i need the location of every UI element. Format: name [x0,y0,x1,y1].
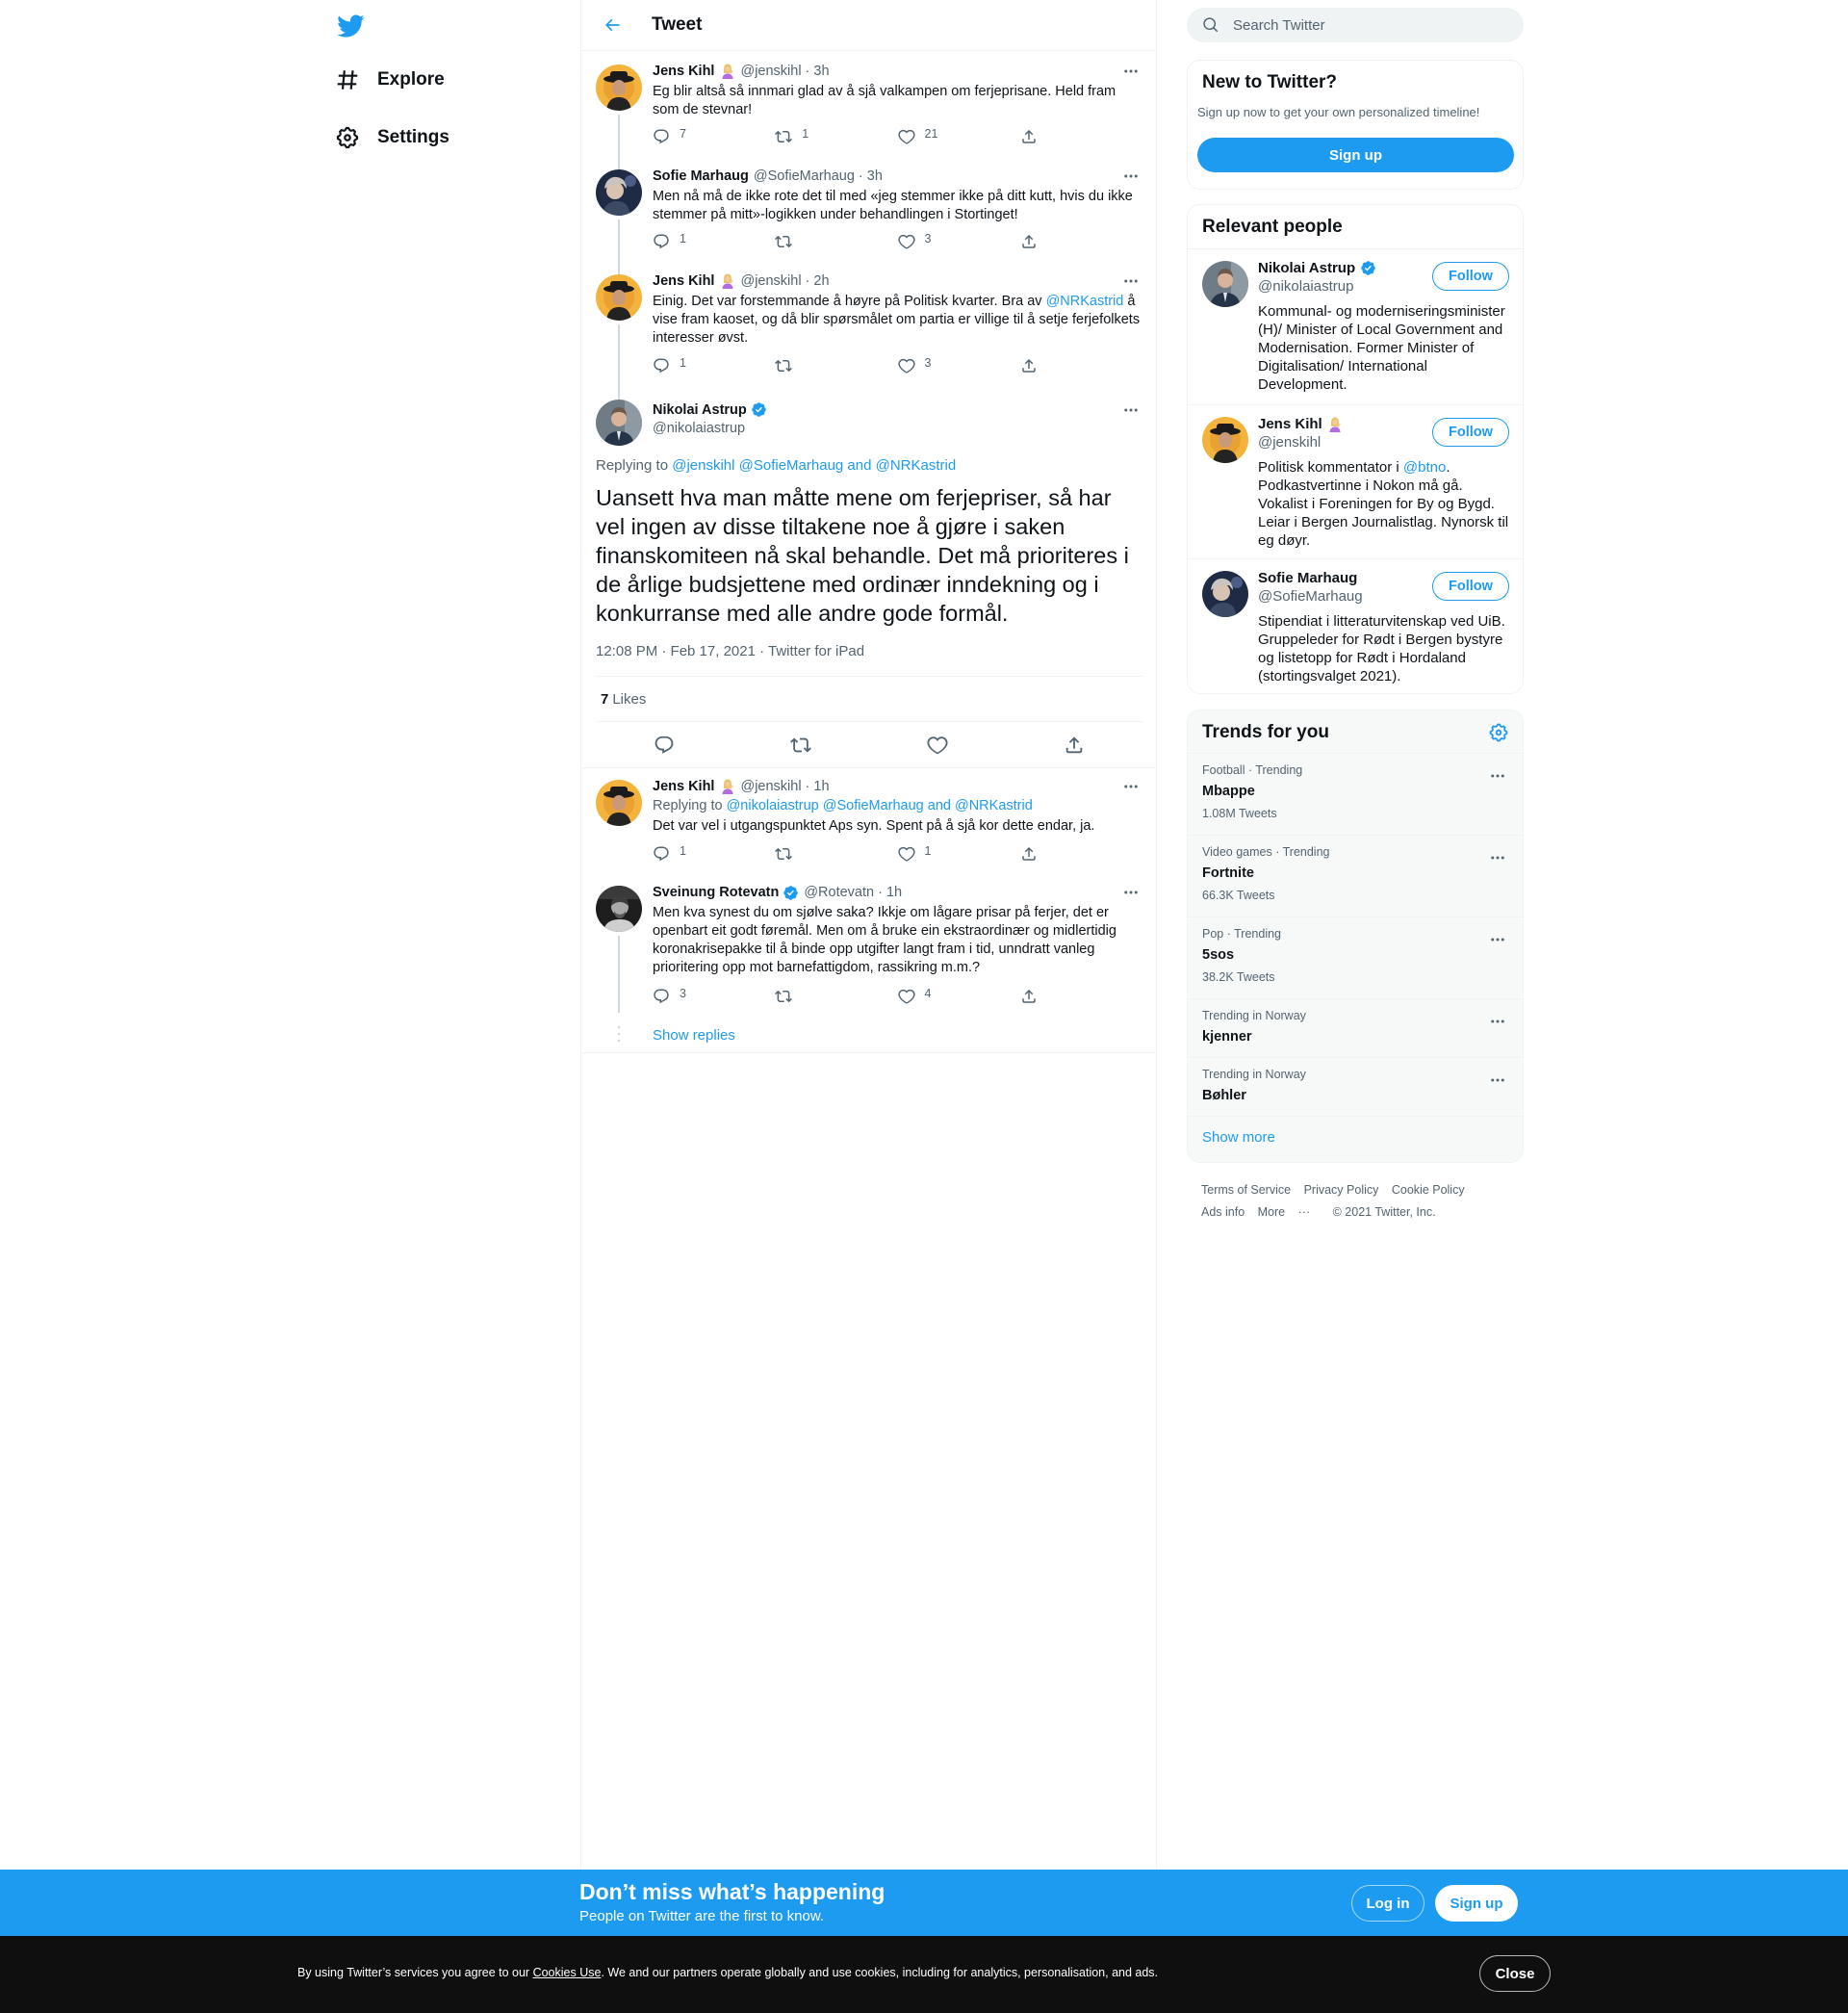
like-button[interactable] [898,357,1020,374]
tweet-actions [653,845,1142,863]
page-title: Tweet [652,14,703,35]
verified-badge-icon [751,401,767,418]
tweet-text: Men nå må de ikke rote det til med «jeg stemmer ikke på ditt kutt, hvis du ikke stemmer på mitt»-logikken under behandlingen i Stortinget! [653,189,1133,222]
mention-link[interactable]: @NRKastrid [1045,294,1124,309]
reply-icon [653,357,670,374]
trend-item[interactable] [1188,835,1523,916]
person-item[interactable] [1188,558,1523,693]
show-replies-link[interactable] [581,1019,1156,1053]
person-name[interactable]: Sofie Marhaug [1258,570,1358,586]
share-icon [1020,988,1038,1005]
search-box[interactable] [1187,8,1524,42]
reply-count: 1 [680,356,686,370]
trend-item[interactable] [1188,916,1523,998]
show-replies-label: Show replies [653,1027,735,1044]
trend-count: 38.2K Tweets [1202,970,1275,984]
trend-count: 66.3K Tweets [1202,889,1275,902]
retweet-icon [775,233,792,250]
author-name[interactable]: Nikolai Astrup [653,401,747,418]
retweet-button[interactable] [775,845,897,863]
trend-meta: Trending in Norway [1202,1068,1306,1081]
promo-title: Don’t miss what’s happening [579,1879,886,1904]
more-options-button[interactable] [1486,1013,1509,1030]
reply-count: 1 [680,844,686,858]
nav-explore-label: Explore [377,69,445,90]
more-options-button[interactable] [1119,884,1142,901]
footer-link-ads[interactable]: Ads info [1201,1205,1245,1219]
back-button[interactable] [596,9,629,41]
like-count: 4 [924,987,932,1000]
reply-button[interactable] [653,845,775,863]
arrow-left-icon [603,15,622,35]
person-handle[interactable]: @SofieMarhaug [1258,588,1363,605]
tweet-time[interactable]: 3h [813,64,830,79]
retweet-count: 1 [802,127,809,141]
author-name[interactable]: Sveinung Rotevatn [653,885,780,900]
reply-button[interactable] [653,357,775,374]
more-options-button[interactable] [1486,931,1509,948]
reply-button[interactable] [653,233,775,250]
emoji-icon [720,273,735,289]
retweet-icon [775,128,792,145]
heart-icon [898,988,915,1005]
share-button[interactable] [1020,357,1142,374]
trend-count: 1.08M Tweets [1202,807,1277,820]
author-handle[interactable]: @Rotevatn [804,885,875,900]
focused-tweet [581,400,1156,768]
retweet-button[interactable] [775,357,897,374]
signup-button[interactable]: Sign up [1197,138,1514,172]
tweet-actions [653,357,1142,374]
heart-icon [898,128,915,145]
more-options-button[interactable] [1486,849,1509,866]
cookie-banner [0,1936,1848,2013]
thread-line [618,219,620,277]
cookie-text: By using Twitter’s services you agree to our Cookies Use. We and our partners operate globally and use cookies, including for analytics, personalisation, and ads. [297,1966,1159,1979]
tweet-meta: 12:08 PM · Feb 17, 2021 · Twitter for iPad [596,643,865,659]
mention-link[interactable]: @btno [1402,459,1447,476]
reply-count: 1 [680,232,686,245]
more-dots-icon [1489,1013,1506,1030]
thread-tweet[interactable]: Sofie Marhaug @SofieMarhaug · 3h Men nå må de ikke rote det til med «jeg stemmer ikke på ditt kutt, hvis du ikke stemmer på mitt»-logikken under behandlingen i Stortinget! 1 3 [581,168,1156,272]
avatar[interactable] [596,274,642,321]
retweet-button[interactable] [775,233,897,250]
promo-subtitle: People on Twitter are the first to know. [579,1908,825,1924]
thread-line [618,936,620,1013]
avatar[interactable] [596,169,642,216]
reply-tweet[interactable]: Sveinung Rotevatn @Rotevatn · 1h Men kva synest du om sjølve saka? Ikkje om lågare prisar på ferjer, det er openbart eit godt føremål. Men om å bruke ein ekstraordinær og midlertidig koronakrisepakke til å binde opp utgifter langt fram i tid, unndratt vanleg prioritering opp mot barnefattigdom, rassikring m.m.? 3 4 [581,884,1156,1019]
person-name[interactable]: Jens Kihl [1258,416,1322,432]
cookies-use-link[interactable]: Cookies Use [532,1966,602,1979]
more-options-button[interactable] [1486,767,1509,785]
author-handle[interactable]: @jenskihl [740,779,802,794]
reply-icon[interactable] [654,735,675,756]
verified-badge-icon [783,885,799,901]
tweet-time[interactable]: 3h [866,168,883,184]
gear-icon[interactable] [1488,722,1509,743]
login-button[interactable]: Log in [1351,1885,1424,1922]
trend-meta: Trending in Norway [1202,1009,1306,1022]
more-options-button[interactable] [1119,168,1142,185]
person-handle[interactable]: @jenskihl [1258,434,1322,451]
more-options-button[interactable] [1486,1071,1509,1089]
focused-tweet-actions [581,722,1156,768]
tweet-time[interactable]: 1h [813,779,830,794]
trend-meta: Video games · Trending [1202,845,1330,859]
author-handle[interactable]: @jenskihl [740,273,802,289]
replying-to-mentions[interactable]: @nikolaiastrup @SofieMarhaug and @NRKastrid [726,798,1033,813]
tweet-timestamp[interactable]: 12:08 PM · Feb 17, 2021 [596,643,756,659]
more-options-button[interactable] [1119,778,1142,795]
footer-link-more[interactable]: More ··· [1257,1205,1311,1219]
person-bio: Politisk kommentator i @btno. Podkastvertinne i Nokon må gå. Vokalist i Foreningen for By og Bygd. Leiar i Bergen Journalistlag. Nynorsk til eg døyr. [1258,459,1509,549]
follow-button[interactable]: Follow [1432,418,1509,447]
avatar[interactable] [596,780,642,826]
reply-tweet[interactable]: Jens Kihl @jenskihl · 1h Replying to @nikolaiastrup @SofieMarhaug and @NRKastrid Det var vel i utgangspunktet Aps syn. Spent på å sjå kor dette endar, ja. 1 1 [581,778,1156,884]
like-button[interactable] [898,233,1020,250]
like-count: 3 [924,232,932,245]
retweet-icon[interactable] [790,735,811,756]
copyright: © 2021 Twitter, Inc. [1332,1205,1436,1219]
footer-link-cookie[interactable]: Cookie Policy [1391,1183,1465,1197]
trend-item[interactable] [1188,998,1523,1057]
share-icon [1020,357,1038,374]
nav-settings-label: Settings [377,127,449,147]
author-handle[interactable]: @nikolaiastrup [653,421,746,436]
nav-item-settings[interactable] [335,118,449,157]
thread-tweet[interactable]: Jens Kihl @jenskihl · 3h Eg blir altså så innmari glad av å sjå valkampen om ferjeprisane. Held fram som de stevnar! 7 1 21 [581,63,1156,168]
tweet-actions [653,233,1142,250]
tweet-text: Uansett hva man måtte mene om ferjepriser, så har vel ingen av disse tiltakene noe å gjøre i saken finanskomiteen nå skal behandle. Det må prioriteres i de årlige budsjettene med ordinær inndekning og i konkurranse med alle andre gode formål. [596,485,1129,626]
replying-to: Replying to @nikolaiastrup @SofieMarhaug and @NRKastrid [653,798,1033,813]
replying-to: Replying to @jenskihl @SofieMarhaug and @NRKastrid [596,457,957,474]
trend-name: Fortnite [1202,865,1254,881]
author-name[interactable]: Jens Kihl [653,779,715,794]
heart-icon [898,233,915,250]
hashtag-icon [335,67,360,92]
avatar[interactable] [1202,417,1248,463]
footer-link-terms[interactable]: Terms of Service [1201,1183,1292,1197]
avatar[interactable] [1202,261,1248,307]
more-dots-icon [1489,849,1506,866]
more-dots-icon [1122,63,1140,80]
like-count: 3 [924,356,932,370]
tweet-time[interactable]: 1h [886,885,903,900]
like-button[interactable] [898,845,1020,863]
tweet-text: Det var vel i utgangspunktet Aps syn. Spent på å sjå kor dette endar, ja. [653,818,1095,834]
author-name[interactable]: Sofie Marhaug [653,168,749,184]
footer-link-privacy[interactable]: Privacy Policy [1303,1183,1379,1197]
tweet-text: Men kva synest du om sjølve saka? Ikkje om lågare prisar på ferjer, det er openbart eit godt føremål. Men om å bruke ein ekstraordinær og midlertidig koronakrisepakke til å binde opp utgifter langt fram i tid, unndratt vanleg prioritering opp mot barnefattigdom, rassikring m.m.? [653,905,1116,975]
more-dots-icon [1122,778,1140,795]
more-dots-icon [1489,767,1506,785]
thread-line [618,324,620,405]
vertical-dots-icon [617,1024,621,1045]
person-handle[interactable]: @nikolaiastrup [1258,278,1354,295]
retweet-icon [775,988,792,1005]
card-title: New to Twitter? [1202,72,1338,92]
main-column [580,0,1157,1870]
more-dots-icon: ··· [1297,1205,1311,1219]
more-dots-icon [1122,168,1140,185]
reply-count: 7 [680,127,686,141]
like-count: 21 [924,127,938,141]
trends-card [1187,710,1524,1163]
retweet-icon [775,845,792,863]
author-name[interactable]: Jens Kihl [653,273,715,289]
follow-button[interactable]: Follow [1432,262,1509,291]
tweet-time[interactable]: 2h [813,273,830,289]
search-input[interactable] [1233,17,1493,34]
likes-stat[interactable] [596,676,1142,722]
trend-item[interactable] [1188,1057,1523,1116]
signup-button[interactable]: Sign up [1435,1885,1518,1922]
like-count: 1 [924,844,932,858]
like-button[interactable] [898,988,1020,1005]
close-button[interactable]: Close [1479,1955,1551,1992]
person-bio: Stipendiat i litteraturvitenskap ved UiB. Gruppeleder for Rødt i Bergen bystyre og listetopp for Rødt i Hordaland (stortingsvalget 2021). [1258,613,1505,684]
emoji-icon [720,64,735,79]
retweet-button[interactable] [775,128,897,145]
share-icon [1020,128,1038,145]
tweet-actions [653,128,1142,145]
trend-meta: Football · Trending [1202,763,1303,777]
share-icon [1020,233,1038,250]
more-dots-icon [1122,884,1140,901]
trend-name: kjenner [1202,1029,1252,1045]
share-icon [1020,845,1038,863]
more-options-button[interactable] [1119,63,1142,80]
signup-promo-bar [0,1870,1848,1936]
card-subtitle: Sign up now to get your own personalized timeline! [1197,105,1480,119]
author-handle[interactable]: @jenskihl [740,64,802,79]
reply-button[interactable] [653,128,775,145]
avatar[interactable] [1202,571,1248,617]
trend-name: 5sos [1202,947,1235,963]
footer-links [1201,1179,1519,1224]
reply-icon [653,988,670,1005]
page-header [581,0,1156,51]
person-item[interactable] [1188,248,1523,404]
more-options-button[interactable] [1119,401,1142,419]
trend-name: Bøhler [1202,1088,1246,1103]
share-button[interactable] [1020,988,1142,1005]
show-more-link[interactable]: Show more [1202,1129,1275,1146]
share-icon[interactable] [1064,735,1085,756]
more-dots-icon [1489,1071,1506,1089]
retweet-button[interactable] [775,988,897,1005]
more-dots-icon [1122,401,1140,419]
likes-count: 7 [601,690,609,708]
tweet-source[interactable]: Twitter for iPad [768,643,865,659]
author-handle[interactable]: @SofieMarhaug [753,168,855,184]
avatar[interactable] [596,400,642,446]
reply-icon [653,845,670,863]
reply-icon [653,233,670,250]
more-options-button[interactable] [1119,272,1142,290]
heart-icon[interactable] [927,735,948,756]
share-button[interactable] [1020,128,1142,145]
trend-meta: Pop · Trending [1202,927,1281,941]
tweet-text: Einig. Det var forstemmande å høyre på Politisk kvarter. Bra av @NRKastrid å vise fram kaoset, og då blir spørsmålet om partia er villige til å setje ferjefolkets interesser øvst. [653,294,1141,346]
nav-item-explore[interactable] [335,61,445,99]
like-button[interactable] [898,128,1020,145]
tweet-actions [653,988,1142,1005]
new-to-twitter-card [1187,60,1524,190]
author-name[interactable]: Jens Kihl [653,64,715,79]
emoji-icon [1327,417,1343,432]
card-title: Relevant people [1202,217,1343,237]
avatar[interactable] [596,65,642,111]
share-button[interactable] [1020,233,1142,250]
trend-name: Mbappe [1202,784,1255,799]
replying-to-mentions[interactable]: @jenskihl @SofieMarhaug and @NRKastrid [672,457,957,474]
person-bio: Kommunal- og moderniseringsminister (H)/ Minister of Local Government and Modernisation. Former Minister of Digitalisation/ International Development. [1258,303,1505,393]
emoji-icon [720,779,735,794]
more-dots-icon [1489,931,1506,948]
person-item[interactable] [1188,404,1523,558]
person-name[interactable]: Nikolai Astrup [1258,260,1356,276]
follow-button[interactable]: Follow [1432,572,1509,601]
avatar[interactable] [596,886,642,932]
share-button[interactable] [1020,845,1142,863]
reply-button[interactable] [653,988,775,1005]
relevant-people-card [1187,204,1524,694]
search-icon [1202,16,1219,34]
card-title: Trends for you [1202,722,1329,742]
gear-icon [335,125,360,150]
heart-icon [898,845,915,863]
more-dots-icon [1122,272,1140,290]
thread-tweet[interactable]: Jens Kihl @jenskihl · 2h Einig. Det var forstemmande å høyre på Politisk kvarter. Bra av @NRKastrid å vise fram kaoset, og då blir spørsmålet om partia er villige til å setje ferjefolkets interesser øvst. 1 3 [581,272,1156,400]
likes-label: Likes [612,690,647,708]
tweet-text: Eg blir altså så innmari glad av å sjå valkampen om ferjeprisane. Held fram som de stevnar! [653,84,1116,117]
trend-item[interactable] [1188,753,1523,835]
heart-icon [898,357,915,374]
twitter-logo-icon[interactable] [336,12,365,40]
reply-icon [653,128,670,145]
verified-badge-icon [1360,260,1376,276]
retweet-icon [775,357,792,374]
reply-count: 3 [680,987,686,1000]
